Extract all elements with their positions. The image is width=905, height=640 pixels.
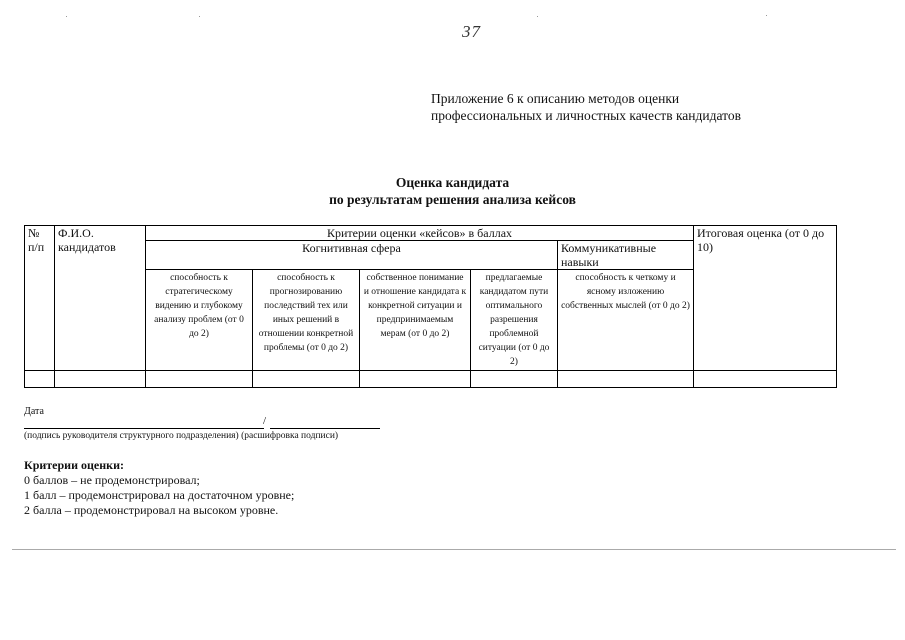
criterion-expression: способность к четкому и ясному изложению собственных мыслей (от 0 до 2) [558,270,694,371]
header-cognitive: Когнитивная сфера [146,241,558,270]
criteria-legend [24,458,294,518]
appendix-line-2: профессиональных и личностных качеств кандидатов [431,108,741,123]
appendix-note [431,90,741,124]
signature-caption: (подпись руководителя структурного подразделения) (расшифровка подписи) [24,431,339,441]
header-name: Ф.И.О. кандидатов [55,226,146,371]
cell-empty [25,371,55,388]
criteria-item: 2 балла – продемонстрировал на высоком уровне. [24,503,279,517]
criterion-strategic: способность к стратегическому видению и глубокому анализу проблем (от 0 до 2) [146,270,253,371]
criteria-heading: Критерии оценки: [24,458,124,472]
cell-empty [360,371,471,388]
cell-empty [471,371,558,388]
cell-empty [558,371,694,388]
criteria-item: 0 баллов – не продемонстрировал; [24,473,200,487]
criteria-item: 1 балл – продемонстрировал на достаточном уровне; [24,488,295,502]
signature-line [24,428,264,429]
title-line-1: Оценка кандидата [395,175,510,190]
signature-decode-line [270,428,380,429]
header-total: Итоговая оценка (от 0 до 10) [694,226,837,371]
header-criteria: Критерии оценки «кейсов» в баллах [146,226,694,241]
criterion-resolution: предлагаемые кандидатом пути оптимального разрешения проблемной ситуации (от 0 до 2) [471,270,558,371]
header-communicative: Коммуникативные навыки [558,241,694,270]
criterion-understanding: собственное понимание и отношение кандидата к конкретной ситуации и предпринимаемым мерам (от 0 до 2) [360,270,471,371]
header-number: № п/п [25,226,55,371]
scan-speck [766,15,767,16]
cell-empty [694,371,837,388]
document-title [0,174,905,208]
scan-speck [537,16,538,17]
page-number: 37 [462,22,481,41]
scan-speck [199,16,200,17]
title-line-2: по результатам решения анализа кейсов [329,192,576,207]
scan-speck [66,16,67,17]
date-label: Дата [24,406,44,417]
criterion-forecasting: способность к прогнозированию последствий тех или иных решений в отношении конкретной проблемы (от 0 до 2) [253,270,360,371]
appendix-line-1: Приложение 6 к описанию методов оценки [431,91,680,106]
cell-empty [146,371,253,388]
table-row [25,371,837,388]
cell-empty [253,371,360,388]
evaluation-table [24,225,837,388]
page-divider [12,549,896,550]
cell-empty [55,371,146,388]
signature-separator: / [263,415,267,427]
